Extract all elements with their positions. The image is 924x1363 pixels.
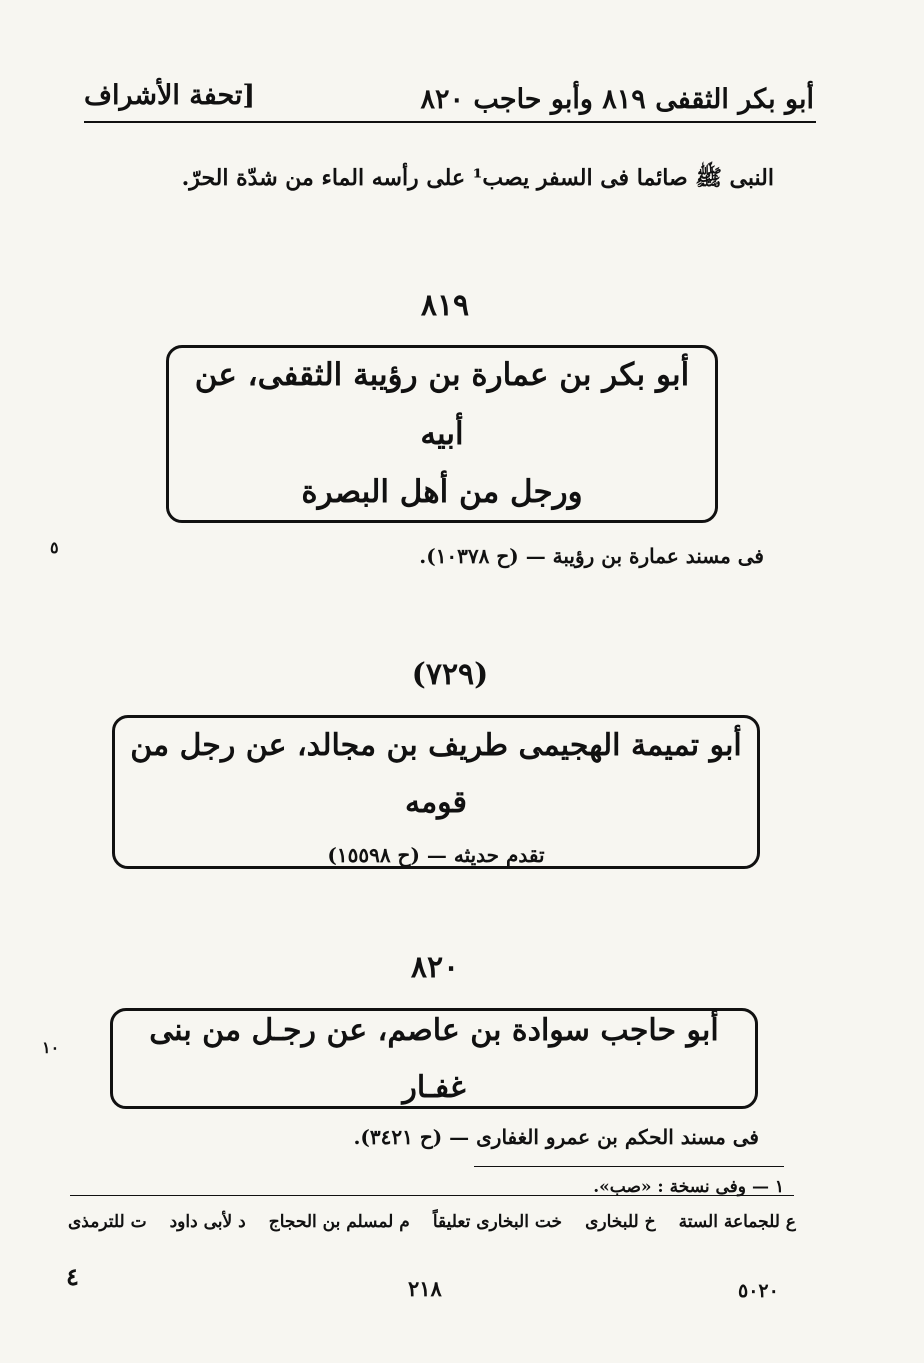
margin-line-number-5: ٥: [50, 538, 59, 557]
header-rule: [84, 121, 816, 123]
sigla-rule: [70, 1195, 794, 1196]
sigla-item: خ للبخارى: [585, 1212, 656, 1232]
page-number: ٢١٨: [408, 1276, 442, 1301]
entry-number-729: (٧٢٩): [411, 657, 489, 692]
record-code: ٥٠٢٠: [738, 1280, 779, 1302]
sigla-item: ت للترمذى: [68, 1212, 147, 1232]
running-header-title: أبو بكر الثقفى ٨١٩ وأبو حاجب ٨٢٠: [420, 84, 814, 115]
entry-name-line-1: أبو تميمة الهجيمى طريف بن مجالد، عن رجل من قومه: [130, 728, 742, 820]
sigla-item: د لأبى داود: [169, 1212, 246, 1232]
entry-name-line-1: أبو بكر بن عمارة بن رؤيبة الثقفى، عن أبيه: [194, 356, 690, 452]
entry-number-820: ٨٢٠: [410, 950, 460, 985]
continuation-text: النبى ﷺ صائما فى السفر يصب¹ على رأسه الماء من شدّة الحرّ.: [181, 165, 774, 191]
volume-number: ٤: [66, 1262, 79, 1291]
entry-reference-820: فى مسند الحكم بن عمرو الغفارى — (ح ٣٤٢١).: [353, 1125, 759, 1149]
entry-number-819: ٨١٩: [420, 288, 470, 323]
footnote-rule: [474, 1166, 784, 1167]
entry-box-819: [166, 345, 718, 523]
sigla-item: خت البخارى تعليقاً: [432, 1212, 563, 1232]
sigla-item: م لمسلم بن الحجاج: [268, 1212, 410, 1232]
sigla-legend: [68, 1212, 796, 1232]
entry-name-line-2: ورجل من أهل البصرة: [301, 474, 583, 511]
entry-reference-819: فى مسند عمارة بن رؤيبة — (ح ١٠٣٧٨).: [419, 544, 764, 568]
entry-box-729: [112, 715, 760, 869]
entry-note: تقدم حديثه — (ح ١٥٥٩٨): [327, 843, 545, 867]
sigla-item: ع للجماعة الستة: [678, 1212, 796, 1232]
entry-box-820: [110, 1008, 758, 1109]
footnote: ١ — وفى نسخة : «صب».: [593, 1177, 784, 1197]
running-header-book: [تحفة الأشراف: [84, 80, 256, 111]
margin-line-number-10: ١٠: [42, 1038, 60, 1057]
entry-name-line-1: أبو حاجب سوادة بن عاصم، عن رجـل من بنى غفـار: [149, 1012, 719, 1105]
